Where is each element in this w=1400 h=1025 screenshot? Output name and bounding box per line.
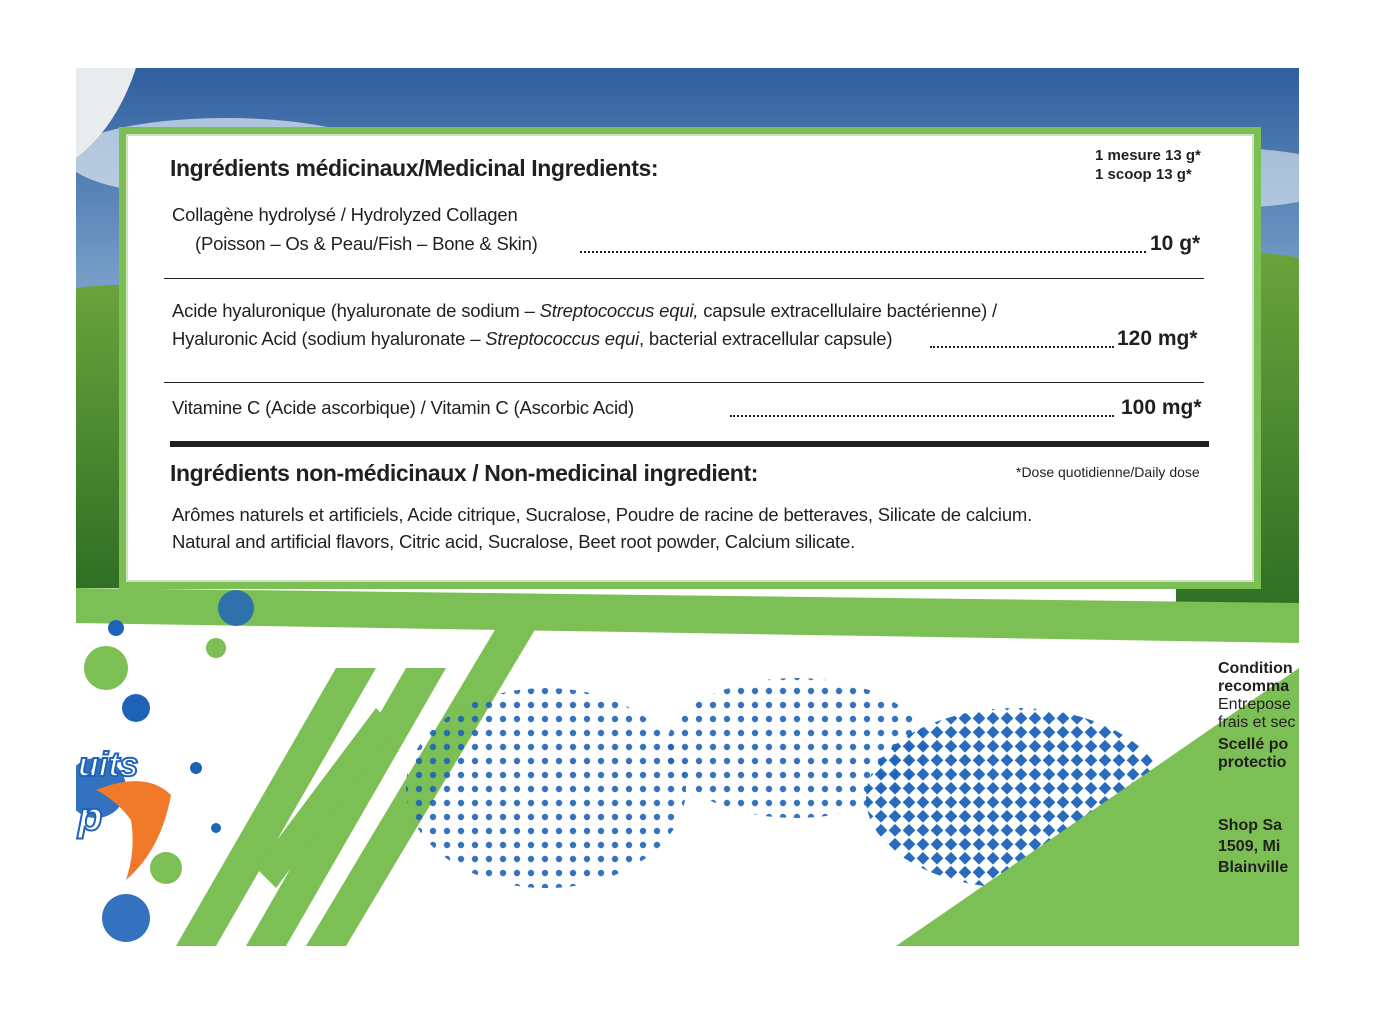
medicinal-heading: Ingrédients médicinaux/Medicinal Ingredients: — [170, 155, 659, 181]
species-name: Streptococcus equi, — [539, 300, 699, 321]
brand-logo-fragment — [76, 740, 176, 890]
hyaluronic-line-2 — [172, 328, 892, 350]
side-text-line: Condition — [1218, 660, 1293, 677]
divider — [164, 278, 1204, 279]
hyaluronic-amount: 120 mg* — [1117, 327, 1198, 350]
species-name: Streptococcus equi — [485, 328, 639, 349]
text-part: capsule extracellulaire bactérienne) / — [698, 300, 997, 321]
company-address — [1218, 815, 1299, 878]
storage-conditions — [1218, 660, 1299, 772]
side-text-line: Entrepose — [1218, 696, 1291, 713]
hyaluronic-line-1 — [172, 300, 997, 322]
vitamin-c-amount: 100 mg* — [1121, 396, 1202, 419]
section-divider — [170, 441, 1209, 447]
non-medicinal-fr: Arômes naturels et artificiels, Acide citrique, Sucralose, Poudre de racine de betteraves, Silicate de calcium. — [172, 504, 1033, 525]
logo-graphic — [76, 740, 176, 890]
vitamin-c-line: Vitamine C (Acide ascorbique) / Vitamin C (Ascorbic Acid) — [172, 397, 634, 418]
side-text-line: protectio — [1218, 754, 1287, 771]
logo-text-2: p — [78, 795, 103, 839]
side-text-line: frais et sec — [1218, 714, 1296, 731]
serving-line-2: 1 scoop 13 g* — [1095, 166, 1192, 183]
address-line: Blainville — [1218, 859, 1289, 876]
dose-note: *Dose quotidienne/Daily dose — [1016, 464, 1200, 480]
logo-text-1: uits — [78, 746, 139, 784]
leader-dots — [580, 249, 1146, 253]
collagen-amount: 10 g* — [1150, 232, 1201, 255]
side-text-line: recomma — [1218, 678, 1290, 695]
serving-line-1: 1 mesure 13 g* — [1095, 147, 1201, 164]
text-part: , bacterial extracellular capsule) — [638, 328, 893, 349]
text-part: Acide hyaluronique (hyaluronate de sodium – — [172, 300, 540, 321]
collagen-line-1: Collagène hydrolysé / Hydrolyzed Collagen — [172, 204, 518, 225]
side-text-line: Scellé po — [1218, 736, 1289, 753]
text-part: Hyaluronic Acid (sodium hyaluronate – — [172, 328, 486, 349]
non-medicinal-en: Natural and artificial flavors, Citric acid, Sucralose, Beet root powder, Calcium silicate. — [172, 531, 856, 552]
leader-dots — [730, 413, 1114, 417]
address-line: 1509, Mi — [1218, 838, 1281, 855]
collagen-line-2: (Poisson – Os & Peau/Fish – Bone & Skin) — [195, 233, 538, 254]
address-line: Shop Sa — [1218, 817, 1283, 834]
non-medicinal-heading: Ingrédients non-médicinaux / Non-medicinal ingredient: — [170, 460, 758, 486]
divider — [164, 382, 1204, 383]
leader-dots — [930, 344, 1114, 348]
